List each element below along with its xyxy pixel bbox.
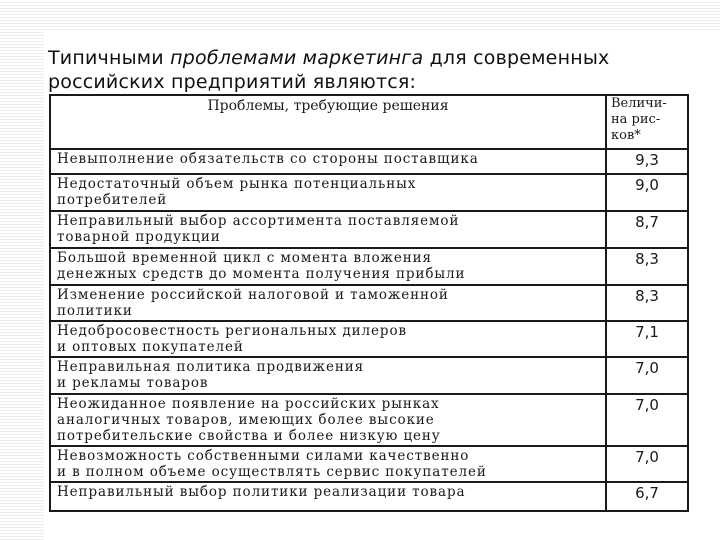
problem-line: Неправильный выбор политики реализации товара [57,484,466,500]
table-row-divider [51,148,687,150]
problem-line: денежных средств до момента получения прибыли [57,266,466,282]
table-row-problem [57,396,601,444]
table-row-problem [57,323,601,355]
table-row-problem [57,359,601,391]
slide-title-emphasis: проблемами маркетинга [170,47,424,69]
table-row-divider [51,445,687,447]
problem-line: товарной продукции [57,229,221,245]
table-row-value: 8,3 [635,287,659,305]
risk-table [49,94,689,512]
table-row-divider [51,320,687,322]
table-row-value: 8,3 [635,250,659,268]
problem-line: и оптовых покупателей [57,339,244,355]
table-row-divider [51,284,687,286]
problem-line: потребительские свойства и более низкую цену [57,428,441,444]
problem-line: Большой временной цикл с момента вложения [57,250,432,266]
table-row-divider [51,356,687,358]
problem-line: Невозможность собственными силами качественно [57,448,470,464]
table-row-value: 7,1 [635,323,659,341]
table-row-problem [57,484,601,500]
problem-line: и в полном объеме осуществлять сервис покупателей [57,464,487,480]
table-row-divider [51,481,687,483]
table-row-problem [57,176,601,208]
table-row-value: 7,0 [635,359,659,377]
slide-title: Типичными проблемами маркетинга для современных российских предприятий являются: [48,47,610,93]
table-header-problem: Проблемы, требующие решения [207,98,449,114]
table-row-problem [57,213,601,245]
problem-line: политики [57,303,133,319]
problem-line: Невыполнение обязательств со стороны поставщика [57,151,479,167]
table-row-value: 9,0 [635,176,659,194]
problem-line: Недостаточный объем рынка потенциальных [57,176,417,192]
problem-line: потребителей [57,192,168,208]
table-row-problem [57,151,601,167]
table-row-problem [57,250,601,282]
table-row-value: 9,3 [635,151,659,169]
problem-line: аналогичных товаров, имеющих более высокие [57,412,435,428]
problem-line: и рекламы товаров [57,375,209,391]
table-row-value: 6,7 [635,484,659,502]
table-header-value: Величи- на рис- ков* [611,96,667,143]
problem-line: Неожиданное появление на российских рынках [57,396,440,412]
table-row-value: 8,7 [635,213,659,231]
table-row-divider [51,393,687,395]
table-row-divider [51,247,687,249]
problem-line: Неправильный выбор ассортимента поставляемой [57,213,460,229]
problem-line: Неправильная политика продвижения [57,359,365,375]
table-row-divider [51,210,687,212]
table-row-value: 7,0 [635,396,659,414]
problem-line: Изменение российской налоговой и таможенной [57,287,449,303]
table-row-problem [57,448,601,480]
table-row-value: 7,0 [635,448,659,466]
table-row-problem [57,287,601,319]
problem-line: Недобросовестность региональных дилеров [57,323,407,339]
table-row-divider [51,173,687,175]
